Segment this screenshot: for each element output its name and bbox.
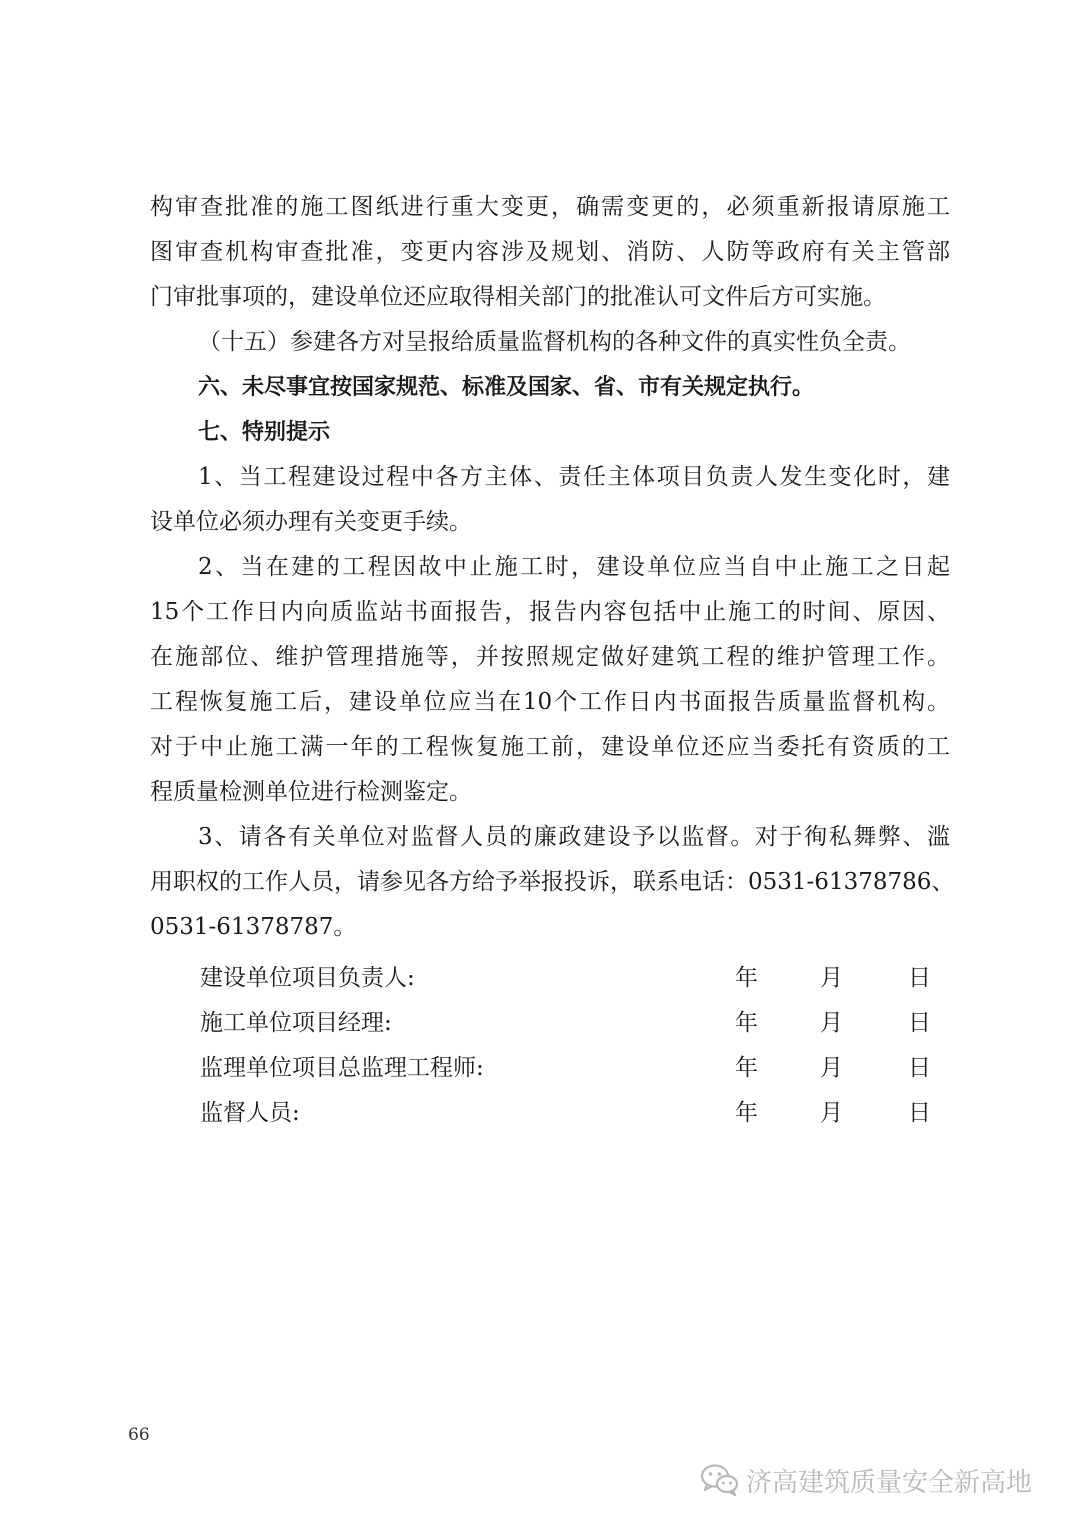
signature-year: 年 <box>735 1010 758 1036</box>
paragraph-notice-3 <box>150 815 955 950</box>
signature-day: 日 <box>908 1010 931 1036</box>
signature-label: 监理单位项目总监理工程师: <box>200 1055 484 1081</box>
text-line: 在施部位、维护管理措施等，并按照规定做好建筑工程的维护管理工作。 <box>150 644 950 670</box>
document-body <box>150 185 955 950</box>
signature-row-supervisor <box>200 1046 940 1091</box>
signature-block <box>200 956 940 1136</box>
section-heading-7 <box>150 410 950 455</box>
signature-day: 日 <box>908 1100 931 1126</box>
heading-text: 七、特别提示 <box>198 420 331 445</box>
text-line: 3、请各有关单位对监督人员的廉政建设予以监督。对于徇私舞弊、滥 <box>198 824 950 850</box>
signature-month: 月 <box>820 1010 843 1036</box>
paragraph-item-15 <box>150 320 950 365</box>
signature-month: 月 <box>820 1055 843 1081</box>
signature-label: 建设单位项目负责人: <box>200 965 415 991</box>
signature-label: 施工单位项目经理: <box>200 1010 392 1036</box>
signature-month: 月 <box>820 965 843 991</box>
section-heading-6 <box>150 365 950 410</box>
signature-label: 监督人员: <box>200 1100 300 1126</box>
page-number: 66 <box>128 1425 150 1445</box>
text-line: 构审查批准的施工图纸进行重大变更，确需变更的，必须重新报请原施工 <box>150 194 950 220</box>
text-line: 工程恢复施工后，建设单位应当在10个工作日内书面报告质量监督机构。 <box>150 689 950 715</box>
text-line: 2、当在建的工程因故中止施工时，建设单位应当自中止施工之日起 <box>198 554 950 580</box>
heading-text: 六、未尽事宜按国家规范、标准及国家、省、市有关规定执行。 <box>198 375 815 400</box>
signature-year: 年 <box>735 965 758 991</box>
signature-day: 日 <box>908 1055 931 1081</box>
signature-year: 年 <box>735 1055 758 1081</box>
paragraph-notice-2 <box>150 545 950 815</box>
signature-month: 月 <box>820 1100 843 1126</box>
watermark-text: 济高建筑质量安全新高地 <box>746 1467 1033 1498</box>
text-line: 15个工作日内向质监站书面报告，报告内容包括中止施工的时间、原因、 <box>150 599 950 625</box>
paragraph-drawing-change <box>150 185 950 320</box>
signature-year: 年 <box>735 1100 758 1126</box>
signature-row-contractor <box>200 1001 940 1046</box>
paragraph-notice-1 <box>150 455 950 545</box>
signature-row-inspector <box>200 1091 940 1136</box>
signature-day: 日 <box>908 965 931 991</box>
text-line: 设单位必须办理有关变更手续。 <box>150 509 472 535</box>
text-line: 图审查机构审查批准，变更内容涉及规划、消防、人防等政府有关主管部 <box>150 239 950 265</box>
watermark <box>700 1460 1032 1500</box>
text-line: （十五）参建各方对呈报给质量监督机构的各种文件的真实性负全责。 <box>198 329 911 355</box>
text-line: 程质量检测单位进行检测鉴定。 <box>150 779 472 805</box>
text-line: 0531-61378787。 <box>150 914 357 940</box>
signature-row-construction-unit <box>200 956 940 1001</box>
text-line: 门审批事项的，建设单位还应取得相关部门的批准认可文件后方可实施。 <box>150 284 886 310</box>
text-line: 1、当工程建设过程中各方主体、责任主体项目负责人发生变化时，建 <box>198 464 950 490</box>
wechat-icon <box>700 1463 740 1497</box>
text-line: 对于中止施工满一年的工程恢复施工前，建设单位还应当委托有资质的工 <box>150 734 950 760</box>
text-line: 用职权的工作人员，请参见各方给予举报投诉，联系电话：0531-61378786、 <box>150 869 955 895</box>
